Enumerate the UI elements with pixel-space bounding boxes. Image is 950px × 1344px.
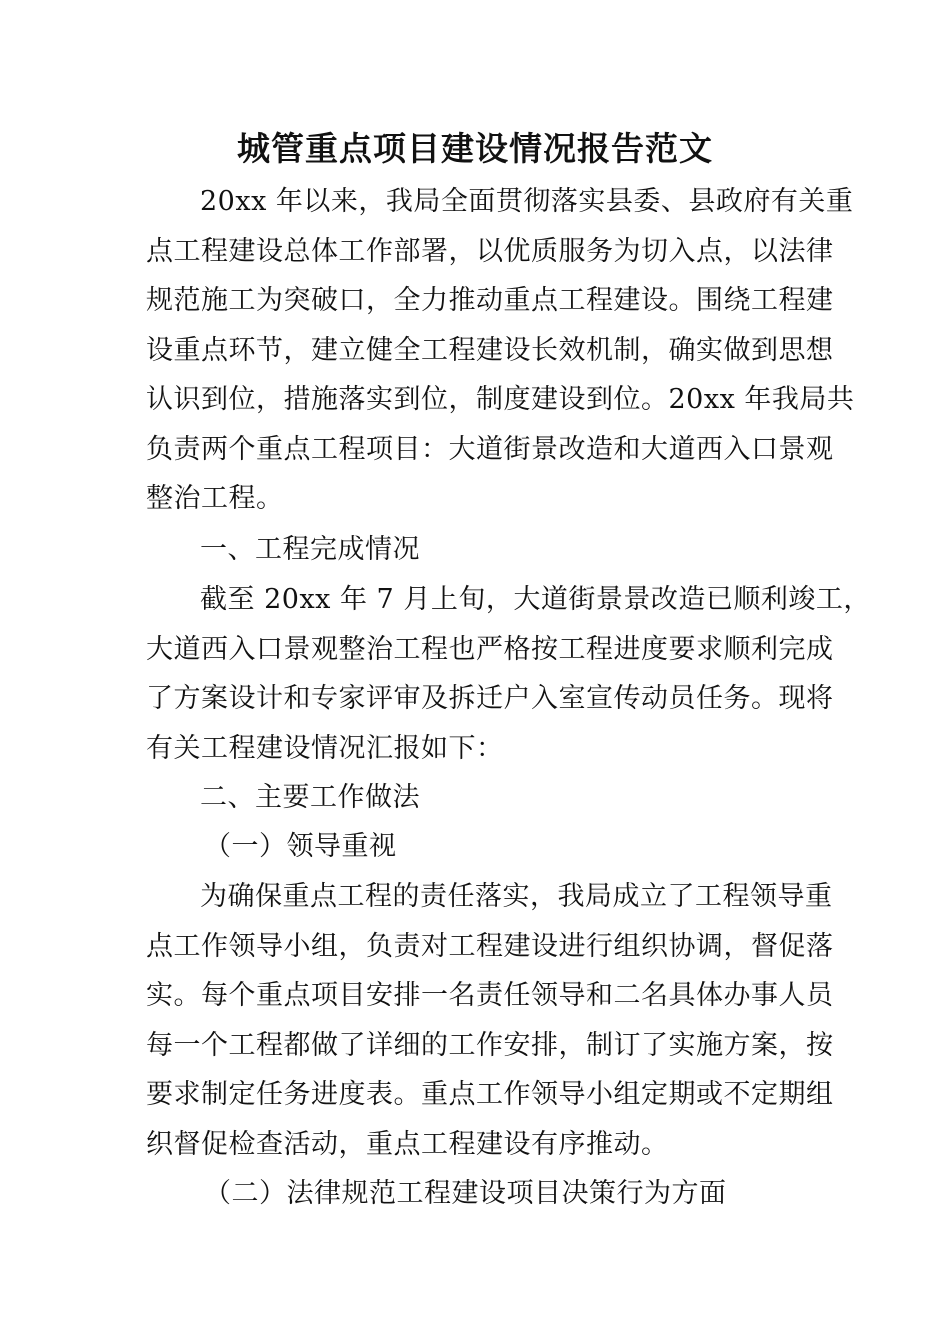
paragraph-line: 认识到位，措施落实到位，制度建设到位。20xx 年我局共 [146,384,855,415]
heading-line: 二、主要工作做法 [200,782,420,813]
paragraph-line: 实。每个重点项目安排一名责任领导和二名具体办事人员 [146,980,834,1011]
paragraph-progress [146,575,871,773]
heading-line: 一、工程完成情况 [200,534,420,565]
paragraph-intro [146,177,855,524]
paragraph-line: 每一个工程都做了详细的工作安排，制订了实施方案，按 [146,1029,834,1061]
paragraph-line: 点工程建设总体工作部署，以优质服务为切入点，以法律 [146,235,834,267]
paragraph-leadership [146,872,836,1169]
subsection-heading-2 [146,1169,836,1219]
subsection-heading-1 [146,822,836,872]
paragraph-line: 设重点环节，建立健全工程建设长效机制，确实做到思想 [146,334,834,366]
document-title: 城管重点项目建设情况报告范文 [237,129,713,168]
paragraph-line: 点工作领导小组，负责对工程建设进行组织协调，督促落 [146,930,834,962]
paragraph-line: 要求制定任务进度表。重点工作领导小组定期或不定期组 [146,1079,834,1110]
paragraph-line: 截至 20xx 年 7 月上旬，大道街景景改造已顺利竣工， [200,584,871,615]
paragraph-line: 20xx 年以来，我局全面贯彻落实县委、县政府有关重 [200,186,854,217]
paragraph-line: 了方案设计和专家评审及拆迁户入室宣传动员任务。现将 [146,683,834,714]
heading-line: （一）领导重视 [204,831,397,862]
paragraph-line: 有关工程建设情况汇报如下： [146,732,504,764]
paragraph-line: 织督促检查活动，重点工程建设有序推动。 [146,1128,669,1160]
section-heading-2 [146,773,836,823]
paragraph-line: 规范施工为突破口，全力推动重点工程建设。围绕工程建 [146,285,834,316]
paragraph-line: 大道西入口景观整治工程也严格按工程进度要求顺利完成 [146,633,834,665]
section-heading-1 [146,525,836,575]
paragraph-line: 负责两个重点工程项目：大道街景改造和大道西入口景观 [146,433,834,465]
paragraph-line: 为确保重点工程的责任落实，我局成立了工程领导重 [200,881,833,912]
heading-line: （二）法律规范工程建设项目决策行为方面 [204,1178,727,1209]
paragraph-line: 整治工程。 [146,483,284,514]
